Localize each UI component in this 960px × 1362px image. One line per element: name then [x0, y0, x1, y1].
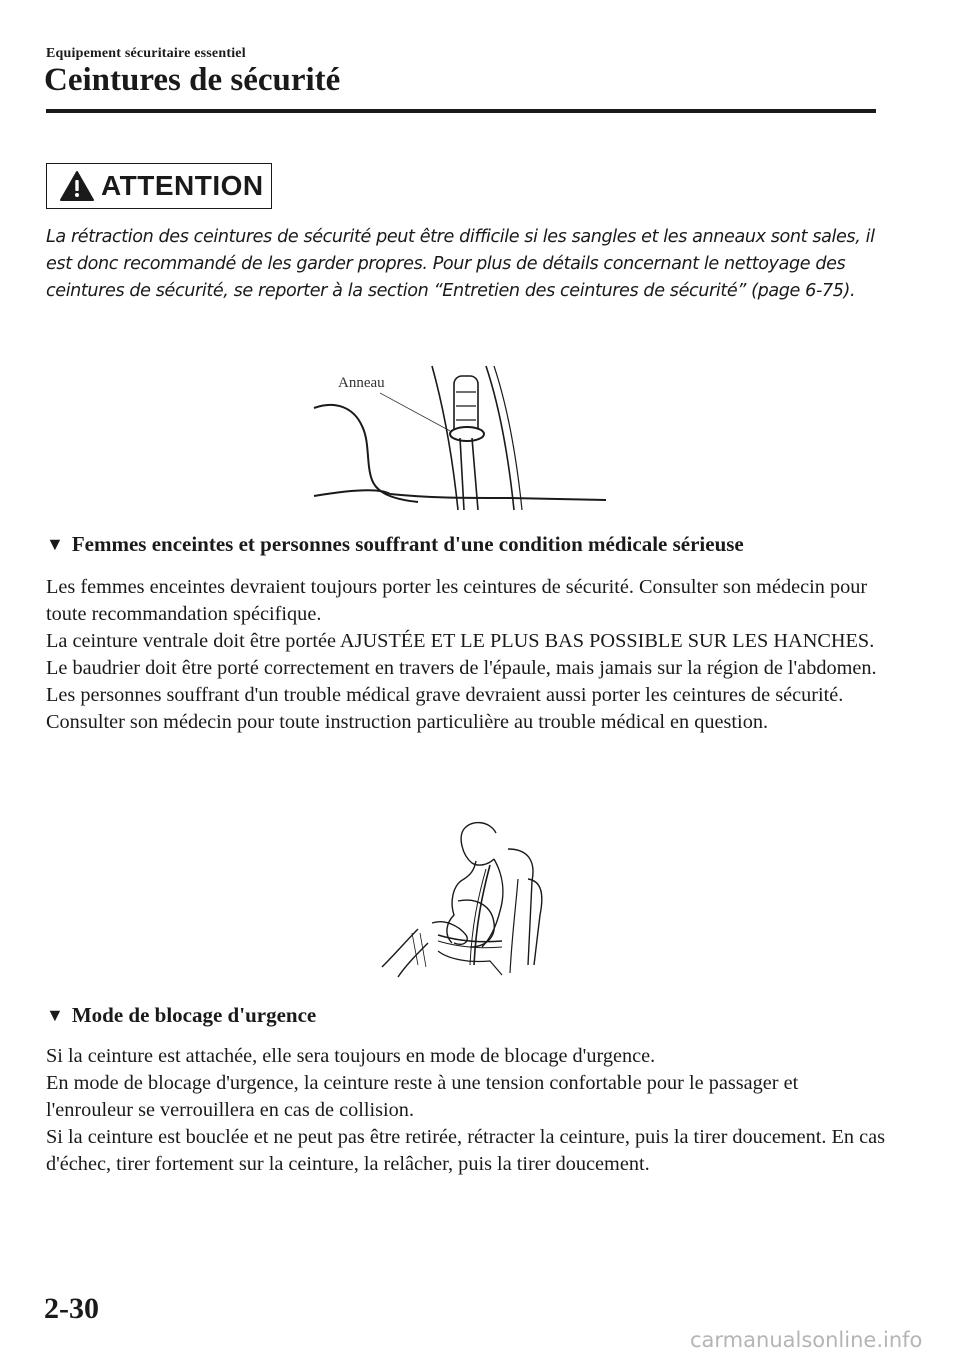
figure-pregnant-woman	[378, 815, 546, 980]
attention-text: La rétraction des ceintures de sécurité peut être difficile si les sangles et les anneaux sont sales, il est donc recommandé de les garder propres. Pour plus de détails concernant le nettoyage des ceintures de sécurité, se reporter à la section “Entretien des ceintures de sécurité” (page 6-75).	[46, 227, 875, 301]
triangle-bullet-icon: ▼	[46, 534, 64, 554]
emergency-body	[46, 1043, 886, 1178]
page-number: 2-30	[44, 1292, 99, 1325]
paragraph: Si la ceinture est attachée, elle sera toujours en mode de blocage d'urgence.	[46, 1045, 656, 1067]
paragraph: Le baudrier doit être porté correctement en travers de l'épaule, mais jamais sur la région de l'abdomen.	[46, 657, 877, 679]
paragraph: Les personnes souffrant d'un trouble médical grave devraient aussi porter les ceintures de sécurité. Consulter son médecin pour toute instruction particulière au trouble médical en question.	[46, 684, 844, 733]
pregnant-body	[46, 574, 886, 736]
title-rule	[46, 109, 876, 113]
heading-pregnant-text: Femmes enceintes et personnes souffrant d'une condition médicale sérieuse	[71, 532, 744, 556]
warning-triangle-icon	[59, 170, 95, 202]
paragraph: Les femmes enceintes devraient toujours porter les ceintures de sécurité. Consulter son médecin pour toute recommandation spécifique.	[46, 576, 868, 625]
paragraph: La ceinture ventrale doit être portée AJUSTÉE ET LE PLUS BAS POSSIBLE SUR LES HANCHES.	[46, 630, 875, 652]
attention-box	[46, 163, 272, 209]
attention-label: ATTENTION	[101, 170, 264, 201]
figure-seatbelt-ring	[310, 362, 610, 514]
paragraph: En mode de blocage d'urgence, la ceinture reste à une tension confortable pour le passager et l'enrouleur se verrouillera en cas de collision.	[46, 1072, 799, 1121]
page-title: Ceintures de sécurité	[44, 62, 341, 98]
triangle-bullet-icon: ▼	[46, 1005, 64, 1025]
heading-pregnant-medical	[46, 532, 744, 557]
figure-label-anneau: Anneau	[338, 375, 385, 391]
watermark: carmanualsonline.info	[690, 1328, 923, 1352]
paragraph: Si la ceinture est bouclée et ne peut pas être retirée, rétracter la ceinture, puis la tirer doucement. En cas d'échec, tirer fortement sur la ceinture, la relâcher, puis la tirer doucement.	[46, 1126, 886, 1175]
heading-emergency-lock	[46, 1003, 316, 1028]
section-label: Equipement sécuritaire essentiel	[46, 46, 246, 61]
heading-emergency-text: Mode de blocage d'urgence	[71, 1003, 317, 1027]
